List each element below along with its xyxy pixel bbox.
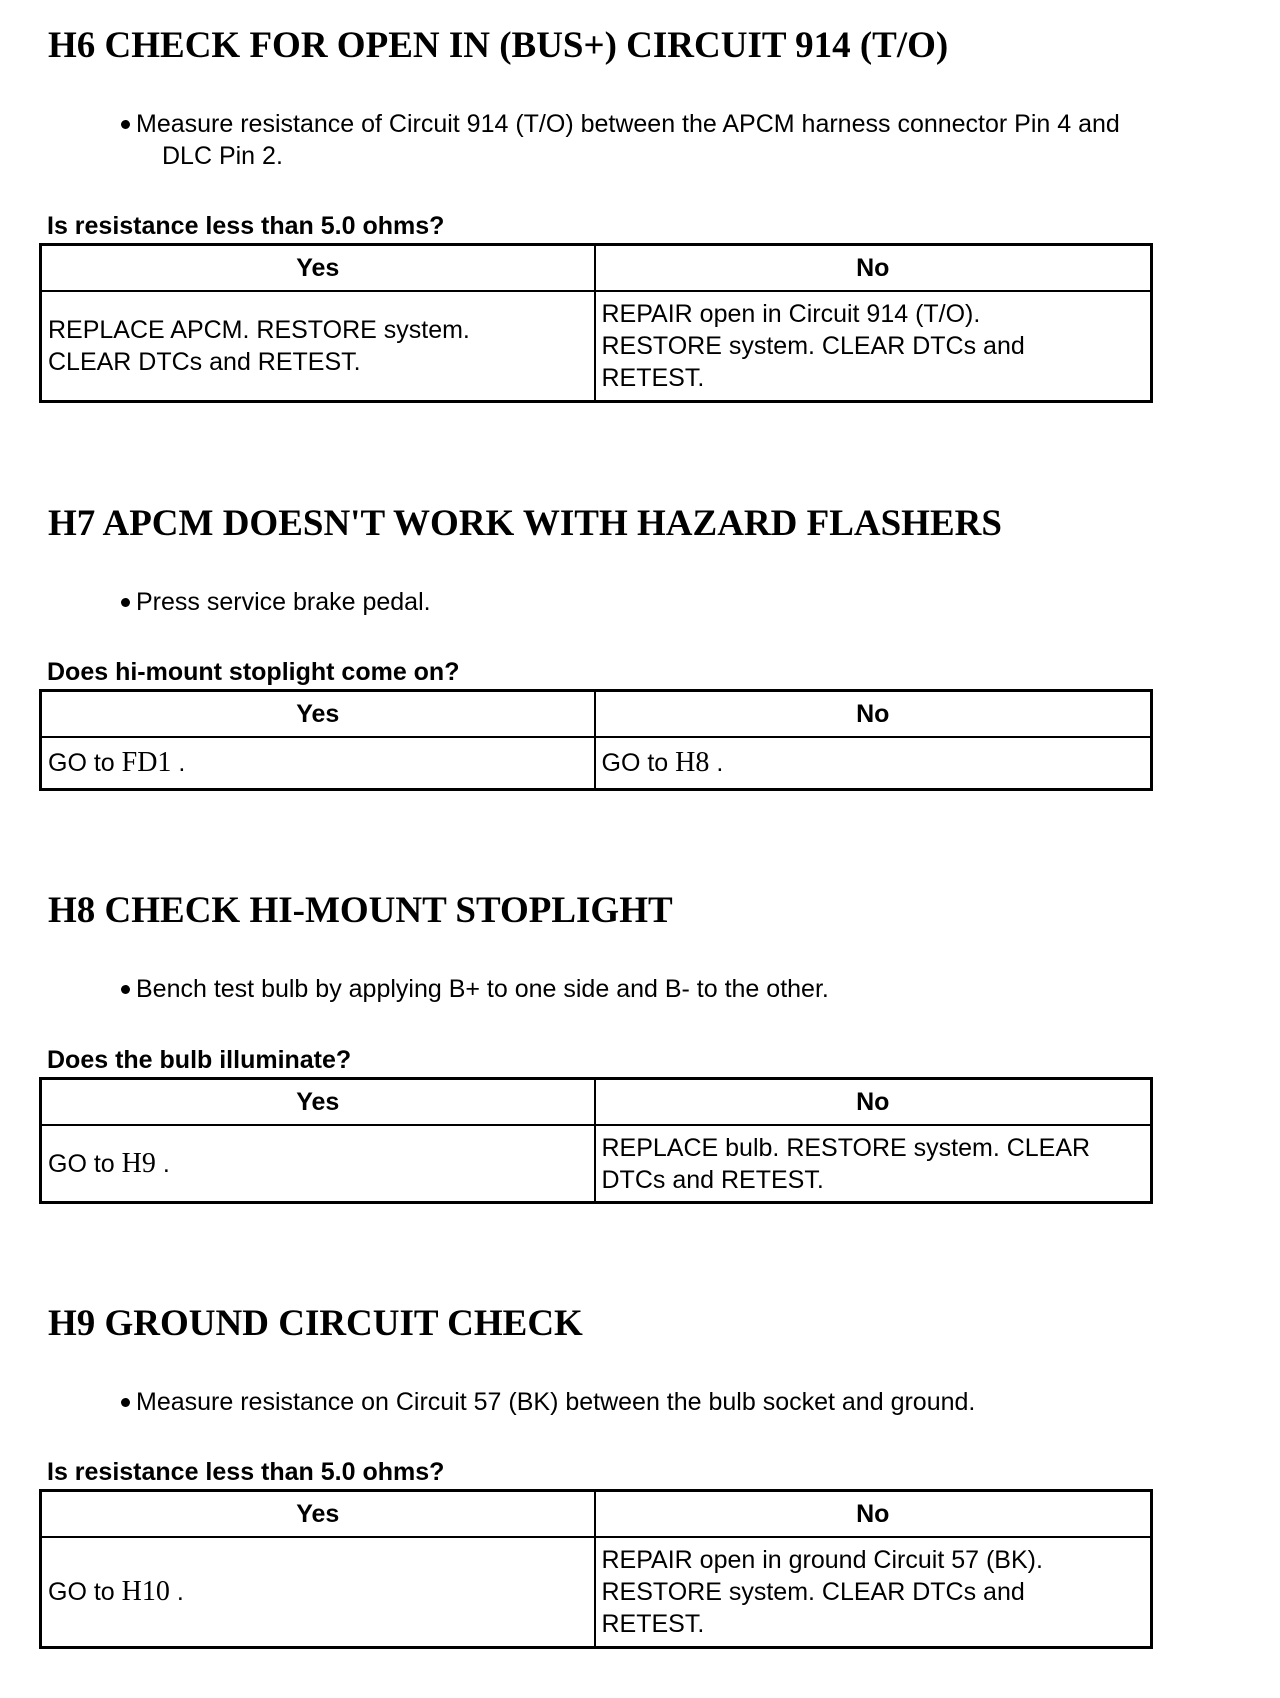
yes-column-header: Yes [41,245,595,292]
table-header-row [41,245,1152,292]
test-question: Does the bulb illuminate? [47,1046,352,1074]
test-question: Is resistance less than 5.0 ohms? [47,1458,445,1486]
cell-line: CLEAR DTCs and RETEST. [48,348,361,376]
yes-column-header: Yes [41,1491,595,1538]
no-column-header: No [595,245,1152,292]
section-heading: H7 APCM DOESN'T WORK WITH HAZARD FLASHERS [48,503,1002,544]
goto-link[interactable]: H10 [121,1576,170,1607]
no-action-cell [595,1125,1152,1203]
cell-line: RESTORE system. CLEAR DTCs and [601,1578,1025,1606]
procedure-step-text: Measure resistance on Circuit 57 (BK) between the bulb socket and ground. [136,1388,976,1416]
goto-link[interactable]: H8 [675,747,710,778]
yes-column-header: Yes [41,691,595,738]
result-table [39,1489,1153,1649]
procedure-step [115,108,1235,172]
bullet-icon [121,1398,130,1407]
table-header-row [41,1079,1152,1126]
procedure-step [115,1386,1235,1418]
goto-prefix: GO to [48,749,122,777]
goto-prefix: GO to [601,749,676,777]
result-table [39,689,1153,791]
procedure-step-text [136,108,1120,172]
yes-action-cell [41,1537,595,1648]
yes-action-cell [41,291,595,402]
bullet-icon [121,120,130,129]
goto-suffix: . [169,1578,184,1606]
table-row [41,291,1152,402]
cell-line: RETEST. [601,364,705,392]
cell-line: REPLACE bulb. RESTORE system. CLEAR [601,1133,1091,1162]
test-question: Is resistance less than 5.0 ohms? [47,212,445,240]
goto-link[interactable]: FD1 [121,747,172,778]
section-heading: H9 GROUND CIRCUIT CHECK [48,1303,583,1344]
goto-suffix: . [155,1149,170,1178]
result-table [39,243,1153,403]
goto-prefix: GO to [48,1578,122,1606]
cell-line: REPAIR open in Circuit 914 (T/O). [601,300,981,328]
cell-line: REPLACE APCM. RESTORE system. [48,316,470,344]
no-column-header: No [595,1079,1152,1126]
section-heading: H6 CHECK FOR OPEN IN (BUS+) CIRCUIT 914 (T/O) [48,25,949,66]
yes-action-cell [41,1125,595,1203]
no-action-cell [595,1537,1152,1648]
goto-prefix: GO to [48,1149,122,1178]
table-header-row [41,691,1152,738]
table-row [41,1125,1152,1203]
bullet-icon [121,598,130,607]
test-question: Does hi-mount stoplight come on? [47,658,460,686]
table-row [41,1537,1152,1648]
goto-suffix: . [709,749,724,777]
procedure-step-text: Press service brake pedal. [136,588,431,616]
goto-suffix: . [171,749,186,777]
no-column-header: No [595,691,1152,738]
procedure-step [115,973,1235,1005]
no-action-cell [595,291,1152,402]
cell-line: REPAIR open in ground Circuit 57 (BK). [601,1546,1043,1574]
cell-line: RETEST. [601,1610,705,1638]
cell-line: DTCs and RETEST. [601,1165,824,1194]
yes-column-header: Yes [41,1079,595,1126]
procedure-step-text: Bench test bulb by applying B+ to one side and B- to the other. [136,975,829,1003]
no-action-cell [595,737,1152,790]
procedure-step-line: DLC Pin 2. [162,142,283,170]
result-table [39,1077,1153,1204]
table-row [41,737,1152,790]
yes-action-cell [41,737,595,790]
table-header-row [41,1491,1152,1538]
cell-line: RESTORE system. CLEAR DTCs and [601,332,1025,360]
section-heading: H8 CHECK HI-MOUNT STOPLIGHT [48,890,673,931]
procedure-step-line: Measure resistance of Circuit 914 (T/O) between the APCM harness connector Pin 4 and [136,110,1120,138]
no-column-header: No [595,1491,1152,1538]
bullet-icon [121,985,130,994]
goto-link[interactable]: H9 [121,1147,156,1179]
procedure-step [115,586,1235,618]
